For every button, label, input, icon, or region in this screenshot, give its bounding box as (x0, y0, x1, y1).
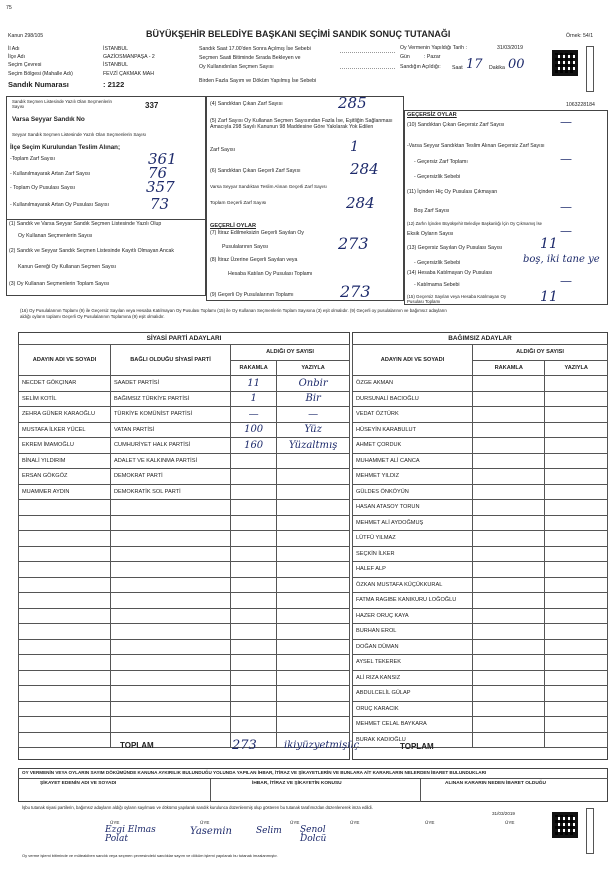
ilce-kurulu: İlçe Seçim Kurulundan Teslim Alınan; (10, 144, 121, 151)
table-row (353, 608, 608, 624)
col-yazi: YAZIYLA (277, 360, 350, 376)
sandik-label: Sandık Numarası (8, 80, 69, 89)
f7b-label: Pusulalarının Sayısı (222, 244, 269, 250)
info-labels: İl Adı İlçe Adı Seçim Çevresi Seçim Bölgesi (Mahalle Adı) (8, 46, 73, 77)
empty-row (19, 624, 350, 640)
f8b-label: Hesaba Katılan Oy Pusulası Toplamı (228, 271, 313, 277)
indep-col-rakam: RAKAMLA (473, 360, 545, 376)
candidate-name: EKREM İMAMOĞLU (19, 438, 111, 454)
seyyar-gecersiz: -Varsa Seyyar Sandıktan Teslim Alınan Geçersiz Zarf Sayısı (407, 143, 545, 149)
table-row (353, 686, 608, 702)
objection-col1: ŞİKAYET EDENİN ADI VE SOYADI (40, 781, 117, 786)
ilce-value: GAZİOSMANPAŞA - 2 (103, 54, 155, 61)
gecerli-oylar-heading: GEÇERLİ OYLAR (210, 223, 256, 229)
toplam-gecerli-label: Toplam Geçerli Zarf Sayısı (210, 201, 267, 206)
table-row (353, 484, 608, 500)
indep-candidate-name: AHMET ÇORDUK (353, 438, 473, 454)
f4-label: (4) Sandıktan Çıkan Zarf Sayısı (210, 101, 283, 107)
table-row (353, 531, 608, 547)
tarih-label: Oy Vermenin Yapıldığı Tarih : (400, 45, 467, 51)
table-row (353, 422, 608, 438)
table-row (353, 732, 608, 748)
serial-number: 1063228184 (566, 102, 595, 108)
table-row (19, 422, 350, 438)
side-label-top (586, 46, 594, 92)
empty-row (19, 593, 350, 609)
dakika-value: 00 (508, 57, 525, 72)
candidate-name: SELİM KOTİL (19, 391, 111, 407)
party-name: DEMOKRAT PARTİ (111, 469, 231, 485)
table-row (19, 453, 350, 469)
f5-label: Zarf Sayısı (210, 147, 236, 153)
empty-row (19, 717, 350, 733)
uye-label-1: ÜYE (110, 820, 120, 825)
indep-candidate-name: MEHMET CELAL BAYKARA (353, 717, 473, 733)
statement: İşbu tutanak siyasi partilerin, bağımsız adayların aldığı oyların sayılması ve dökümü yapılarak sandık kurulunca düzenlenmiş olup gösteren bu tutanak tarafımızdan düzenlenerek imza edildi. (22, 805, 373, 810)
indep-candidate-name: SEÇKİN İLKER (353, 546, 473, 562)
f5-text: (5) Zarf Sayısı Oy Kullanan Seçmen Sayısından Fazla İse, Eşitliğin Sağlanması Amacıyla 298 Sayılı Kanunun 98 Maddesine Göre Yakılarak Yok Edilen (210, 118, 393, 131)
q2b-label: Kanun Gereği Oy Kullanan Seçmen Sayısı (18, 264, 117, 270)
gecersiz-oylar-heading: GEÇERSİZ OYLAR (407, 112, 457, 118)
ornek-no: Örnek: 54/1 (566, 33, 594, 39)
saat-value: 17 (466, 57, 483, 72)
toplam-zarf-label: -Toplam Zarf Sayısı (10, 156, 55, 162)
indep-candidate-name: DURSUNALİ BACIOĞLU (353, 391, 473, 407)
party-total-num: 273 (232, 738, 257, 753)
indep-candidate-name: LÜTFÜ YILMAZ (353, 531, 473, 547)
saat-label: Saat (452, 65, 463, 71)
table-row (353, 376, 608, 392)
indep-candidate-name: HASAN ATASOY TORUN (353, 500, 473, 516)
party-total-label: TOPLAM (120, 741, 154, 750)
table-row (19, 407, 350, 423)
party-name: ADALET VE KALKINMA PARTİSİ (111, 453, 231, 469)
empty-row (19, 546, 350, 562)
gun-label: Gün (400, 54, 410, 60)
party-name: CUMHURİYET HALK PARTİSİ (111, 438, 231, 454)
seyyar-gecerli: Varsa Seyyar Sandıktan Teslim Alınan Geçerli Zarf Sayısı (210, 184, 327, 189)
q3-label: (3) Oy Kullanan Seçmenlerin Toplam Sayısı (9, 281, 110, 287)
f7-value: 273 (338, 234, 369, 253)
f9-value: 273 (340, 282, 371, 301)
f9-label: (9) Geçerli Oy Pusulalarının Toplamı (210, 292, 294, 298)
bos-zarf-label: Boş Zarf Sayısı (414, 208, 450, 214)
table-row (19, 469, 350, 485)
col-votes: ALDIĞI OY SAYISI (231, 345, 350, 361)
indep-candidate-name: ALİ RIZA KANSIZ (353, 670, 473, 686)
kayitli-label: Sandık Seçmen Listesinde Yazılı Olan Seçmenlerin Sayısı (12, 99, 112, 109)
f6-value: 284 (350, 160, 379, 178)
indep-candidate-name: GÜLDES ÖNKÖYÜN (353, 484, 473, 500)
indep-candidate-name: ÖZKAN MUSTAFA KÜÇÜKKURAL (353, 577, 473, 593)
table-row (353, 717, 608, 733)
indep-candidate-name: BURHAN EROL (353, 624, 473, 640)
tarih-value: 31/03/2019 (497, 45, 523, 51)
sandik-number: : 2122 (103, 80, 125, 89)
uye-label-3: ÜYE (290, 820, 300, 825)
gecersizlik-1: - Geçersizlik Sebebi (414, 174, 461, 180)
party-name: BAĞIMSIZ TÜRKİYE PARTİSİ (111, 391, 231, 407)
candidate-name: MUAMMER AYDIN (19, 484, 111, 500)
party-section-title: SİYASİ PARTİ ADAYLARI (146, 335, 222, 342)
indep-col-votes: ALDIĞI OY SAYISI (473, 345, 608, 361)
artan-pusula-label: - Kullanılmayarak Artan Oy Pusulası Sayısı (10, 202, 109, 208)
table-row (353, 562, 608, 578)
indep-candidate-name: AYSEL TEKEREK (353, 655, 473, 671)
votes-word (277, 484, 350, 500)
empty-row (19, 655, 350, 671)
table-row (19, 391, 350, 407)
table-row (19, 376, 350, 392)
bos-zarf-dash: — (560, 200, 572, 214)
objection-col2: İHBAR, İTİRAZ VE ŞİKAYETİN KONUSU (252, 781, 342, 786)
gecersiz-zarf: - Geçersiz Zarf Toplamı (414, 159, 468, 165)
votes-word: Bir (277, 391, 350, 407)
votes-word: Yüz (277, 422, 350, 438)
f12-label: (12) Zarfın İçinden Büyükşehir Belediye Başkanlığı İçin Oy Çıkmamış İse (407, 221, 542, 226)
f13-value: 11 (540, 236, 558, 252)
table-row (353, 639, 608, 655)
table-row (353, 407, 608, 423)
votes-word (277, 453, 350, 469)
formula-note: (16) Oy Pusulalarının Toplamı (9) ile Geçersiz Sayılan veya Hesaba Katılmayan Oy Pusulası Toplamı (15) ile Oy Kullanan Seçmenlerin Toplam Sayısına (3) eşit olmalıdır. (9) Geçerli oy pusulalarının ve bağımsız adayların aldığı oyların toplamı Geçerli Oy Pusulalarının Toplamına (9) eşit olmalıdır. (20, 308, 447, 319)
info-values (103, 45, 155, 78)
empty-row (19, 500, 350, 516)
party-name: TÜRKİYE KOMÜNİST PARTİSİ (111, 407, 231, 423)
empty-row (19, 515, 350, 531)
objection-col3: ALINAN KARARIN NEDEN İBARET OLDUĞU (445, 781, 546, 786)
kayitli-value: 337 (145, 101, 159, 110)
f4-value: 285 (338, 94, 367, 112)
page-title: BÜYÜKŞEHİR BELEDİYE BAŞKANI SEÇİMİ SANDIK SONUÇ TUTANAĞI (146, 29, 451, 39)
toplam-pusula-label: - Toplam Oy Pusulası Sayısı (10, 185, 76, 191)
il-value: İSTANBUL (103, 46, 128, 52)
indep-candidate-name: ABDULCELİL GÜLAP (353, 686, 473, 702)
signature-4: Şenol Dolcü (300, 825, 327, 844)
table-row (353, 391, 608, 407)
q2-label: (2) Sandık ve Seyyar Sandık Seçmen Listesinde Kayıtlı Olmayan Ancak (9, 248, 174, 254)
uye-label-5: ÜYE (425, 820, 435, 825)
indep-candidate-name: FATMA RAGIBE KANIKURU LOĞOĞLU (353, 593, 473, 609)
candidate-name: BİNALİ YILDIRIM (19, 453, 111, 469)
f14-dash: — (560, 274, 572, 288)
indep-candidate-name: BURAK KADIOĞLU (353, 732, 473, 748)
f12b-label: Eksik Oyların Sayısı (407, 231, 454, 237)
f15-value: 11 (540, 289, 558, 305)
artan-zarf-label: - Kullanılmayarak Artan Zarf Sayısı (10, 171, 91, 177)
indep-candidate-name: ORUÇ KARACIK (353, 701, 473, 717)
q1-label: (1) Sandık ve Varsa Seyyar Sandık Seçmen Listesinde Yazılı Olup (9, 221, 162, 227)
info-mid: Sandık Saat 17.00'den Sonra Açılmış İse Sebebi Seçmen Saati Bitiminde Sırada Bekleyen ve Oy Kullanıdırılan Seçmen Sayısı Birden Fazla Sayım ve Döküm Yapılmış İse Sebebi (199, 46, 317, 84)
table-row (19, 484, 350, 500)
empty-row (19, 639, 350, 655)
candidate-name: ERSAN GÖKGÖZ (19, 469, 111, 485)
votes-word: Yüzaltmış (277, 438, 350, 454)
f8-label: (8) İtiraz Üzerine Geçerli Sayılan veya (210, 257, 298, 263)
side-label-bottom (586, 808, 594, 854)
table-row (353, 701, 608, 717)
votes-number: — (231, 407, 277, 423)
col-party: BAĞLI OLDUĞU SİYASİ PARTİ (111, 345, 231, 376)
indep-candidate-name: MUHAMMET ALİ CANCA (353, 453, 473, 469)
f11-label: (11) İçinden Hiç Oy Pusulası Çıkmayan (407, 189, 498, 195)
indep-candidate-name: VEDAT ÖZTÜRK (353, 407, 473, 423)
acilis-label: Sandığın Açıldığı: (400, 64, 441, 70)
candidate-name: MUSTAFA İLKER YÜCEL (19, 422, 111, 438)
cevre-value: İSTANBUL (103, 62, 128, 69)
table-row (353, 453, 608, 469)
table-row (353, 577, 608, 593)
indep-section-title: BAĞIMSIZ ADAYLAR (448, 335, 512, 342)
varsa-seyyar: Varsa Seyyar Sandık No (12, 116, 85, 123)
kanun-ref: Kanun 298/105 (8, 33, 44, 39)
table-row (353, 546, 608, 562)
f13b-label: - Geçersizlik Sebebi (414, 260, 461, 266)
f14b-label: - Katılmama Sebebi (414, 282, 460, 288)
votes-word: — (277, 407, 350, 423)
objection-title: OY VERMENİN VEYA OYLARIN SAYIM DÖKÜMÜNDE KANUNA AYKIRILIK BULUNDUĞU YOLUNDA YAPILAN İHBAR, İTİRAZ VE ŞİKAYETLERİN VE BUNLARA AİT KARARLARIN NELERDEN İBARET BULUNDUKLARI (22, 770, 487, 775)
bolge-value: FEVZİ ÇAKMAK MAH (103, 70, 155, 77)
indep-col-yazi: YAZIYLA (545, 360, 608, 376)
indep-total-label: TOPLAM (400, 742, 434, 751)
f14-label: (14) Hesaba Katılmayan Oy Pusulası (407, 270, 493, 276)
f6-label: (6) Sandıktan Çıkan Geçerli Zarf Sayısı (210, 168, 301, 174)
f13b-value: boş, iki tane ye (523, 254, 600, 265)
f7-label: (7) İtiraz Edilmeksizin Geçerli Sayılan Oy (210, 230, 304, 236)
q1b-label: Oy Kullanan Seçmenlerin Sayısı (18, 233, 93, 239)
f12-dash: — (560, 224, 572, 238)
empty-row (19, 701, 350, 717)
votes-number (231, 453, 277, 469)
table-row (353, 438, 608, 454)
party-name: DEMOKRATİK SOL PARTİ (111, 484, 231, 500)
table-row (353, 500, 608, 516)
artan-zarf-value: 76 (148, 164, 168, 182)
party-name: VATAN PARTİSİ (111, 422, 231, 438)
f10-dash: — (560, 115, 572, 129)
signature-2: Yasemin (190, 826, 232, 837)
table-row (353, 624, 608, 640)
f13-label: (13) Geçersiz Sayılan Oy Pusulası Sayısı (407, 245, 503, 251)
table-row (19, 438, 350, 454)
toplam-pusula-value: 357 (146, 178, 175, 196)
votes-word: Onbir (277, 376, 350, 392)
indep-candidate-name: DOĞAN DÜMAN (353, 639, 473, 655)
votes-number: 100 (231, 422, 277, 438)
col-rakam: RAKAMLA (231, 360, 277, 376)
artan-pusula-value: 73 (150, 195, 170, 213)
votes-word (277, 469, 350, 485)
corner-mark: 75 (6, 5, 12, 11)
bottom-note: Oy verme işlemi bitiminde ve müteakiben sandık veya seçmen çevresindeki sandıklar sayım ve döküm işlemi yapılarak bu tutanak imzalanmıştır. (22, 853, 278, 858)
indep-candidate-name: HALEF ALP (353, 562, 473, 578)
indep-candidate-name: ÖZGE AKMAN (353, 376, 473, 392)
seyyar-listesi: Seyyar Sandık Seçmen Listesinde Yazılı Olan Seçmenlerin Sayısı (12, 132, 147, 137)
table-row (353, 670, 608, 686)
toplam-gecerli-value: 284 (346, 194, 375, 212)
dakika-label: Dakika (489, 65, 505, 71)
party-total-word: ikiyüzyetmişüç (284, 740, 360, 751)
party-name: SAADET PARTİSİ (111, 376, 231, 392)
f5-value: 1 (350, 139, 359, 155)
signature-3: Selim (256, 826, 282, 836)
indep-candidate-name: HÜSEYİN KARABULUT (353, 422, 473, 438)
empty-row (19, 531, 350, 547)
table-row (353, 593, 608, 609)
gecersiz-zarf-dash: — (560, 152, 572, 166)
table-row (353, 655, 608, 671)
votes-number: 1 (231, 391, 277, 407)
votes-number: 11 (231, 376, 277, 392)
qr-code-top (552, 50, 578, 76)
signature-1: Ezgi Elmas Polat (105, 825, 156, 844)
indep-candidate-name: MEHMET YILDIZ (353, 469, 473, 485)
indep-col-name: ADAYIN ADI VE SOYADI (353, 345, 473, 376)
empty-row (19, 686, 350, 702)
empty-row (19, 670, 350, 686)
indep-table (352, 344, 608, 748)
votes-number: 160 (231, 438, 277, 454)
uye-label-6: ÜYE (505, 820, 515, 825)
indep-candidate-name: HAZER ORUÇ KAYA (353, 608, 473, 624)
uye-label-4: ÜYE (350, 820, 360, 825)
votes-number (231, 484, 277, 500)
candidate-name: ZEHRA GÜNER KARAOĞLU (19, 407, 111, 423)
qr-code-bottom (552, 812, 578, 838)
col-name: ADAYIN ADI VE SOYADI (19, 345, 111, 376)
footer-date: 31/03/2019 (492, 811, 515, 816)
empty-row (19, 562, 350, 578)
indep-candidate-name: MEHMET ALİ AYDOĞMUŞ (353, 515, 473, 531)
table-row (353, 469, 608, 485)
empty-row (19, 577, 350, 593)
toplam-zarf-value: 361 (148, 150, 177, 168)
empty-row (19, 608, 350, 624)
f15-label: (15) Geçersiz Sayılan veya Hesaba Katılmayan Oy Pusulası Toplamı (407, 294, 507, 304)
candidate-name: NECDET GÖKÇINAR (19, 376, 111, 392)
table-row (353, 515, 608, 531)
f10-label: (10) Sandıktan Çıkan Geçersiz Zarf Sayısı (407, 122, 505, 128)
party-table (18, 344, 350, 748)
uye-label-2: ÜYE (200, 820, 210, 825)
gun-value: : Pazar (424, 54, 441, 60)
votes-number (231, 469, 277, 485)
